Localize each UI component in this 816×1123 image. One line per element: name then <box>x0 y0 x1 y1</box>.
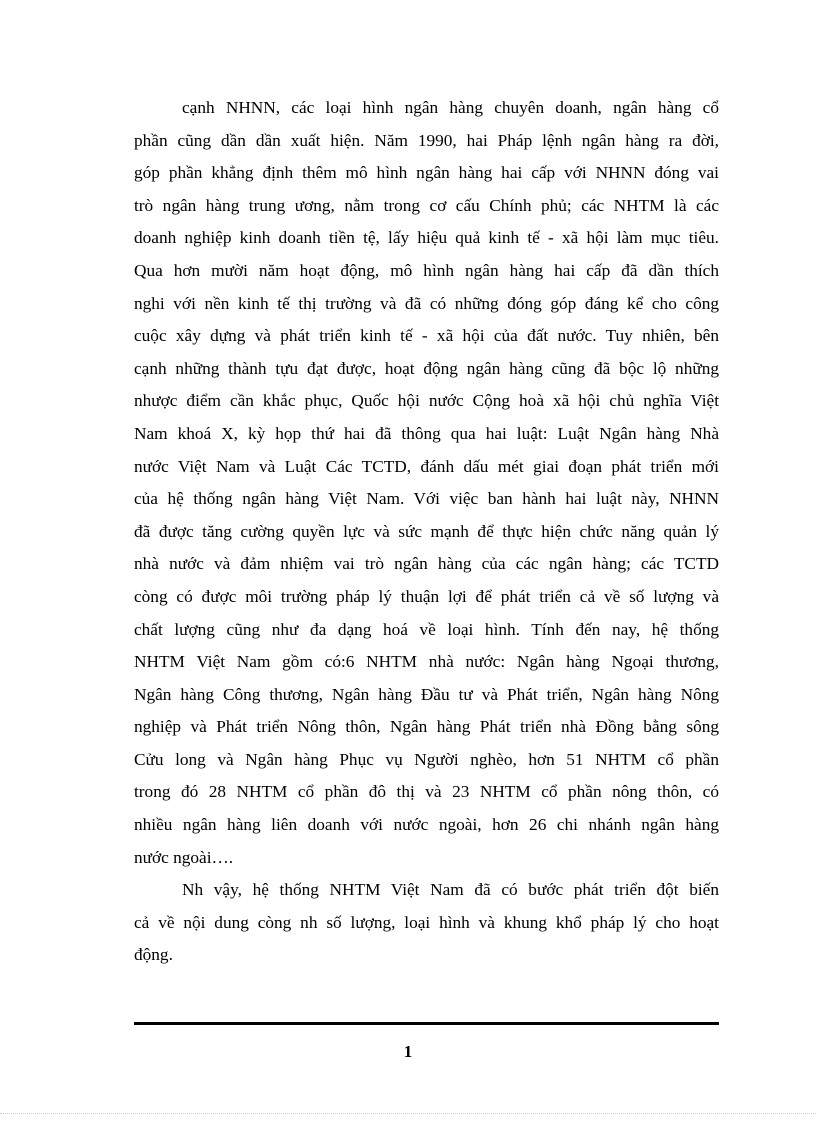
body-text <box>134 92 719 972</box>
paragraph-line: nhà nước và đảm nhiệm vai trò ngân hàng của các ngân hàng; các TCTD <box>134 554 719 574</box>
paragraph-line: cạnh những thành tựu đạt được, hoạt động ngân hàng cũng đã bộc lộ những <box>134 358 719 378</box>
paragraph-line: phần cũng dần dần xuất hiện. Năm 1990, hai Pháp lệnh ngân hàng ra đời, <box>134 130 719 150</box>
paragraph-line: cuộc xây dựng và phát triển kinh tế - xã hội của đất nước. Tuy nhiên, bên <box>134 326 719 346</box>
paragraph-line: động. <box>134 945 173 965</box>
paragraph-line: cạnh NHNN, các loại hình ngân hàng chuyên doanh, ngân hàng cổ <box>182 98 719 117</box>
paragraph-line: Cửu long và Ngân hàng Phục vụ Người nghèo, hơn 51 NHTM cổ phần <box>134 749 719 769</box>
paragraph-line: đã được tăng cường quyền lực và sức mạnh để thực hiện chức năng quản lý <box>134 521 719 541</box>
paragraph-line: chất lượng cũng như đa dạng hoá về loại hình. Tính đến nay, hệ thống <box>134 619 719 639</box>
paragraph-line: còng có được môi trường pháp lý thuận lợi để phát triển cả về số lượng và <box>134 586 719 606</box>
paragraph-line: Nh vậy, hệ thống NHTM Việt Nam đã có bước phát triển đột biến <box>182 880 719 900</box>
paragraph-line: trong đó 28 NHTM cổ phần đô thị và 23 NHTM cổ phần nông thôn, có <box>134 782 719 802</box>
paragraph-line: trò ngân hàng trung ương, nằm trong cơ cấu Chính phủ; các NHTM là các <box>134 195 719 215</box>
paragraph-line: NHTM Việt Nam gồm có:6 NHTM nhà nước: Ngân hàng Ngoại thương, <box>134 652 719 672</box>
paragraph-line: góp phần khẳng định thêm mô hình ngân hàng hai cấp với NHNN đóng vai <box>134 163 719 183</box>
paragraph-line: cả về nội dung còng nh số lượng, loại hình và khung khổ pháp lý cho hoạt <box>134 912 719 932</box>
paragraph-line: nghi với nền kinh tế thị trường và đã có những đóng góp đáng kể cho công <box>134 293 719 313</box>
paragraph-line: doanh nghiệp kinh doanh tiền tệ, lấy hiệu quả kinh tế - xã hội làm mục tiêu. <box>134 228 719 248</box>
paragraph-line: nhiều ngân hàng liên doanh với nước ngoài, hơn 26 chi nhánh ngân hàng <box>134 815 719 835</box>
paragraph-line: nước ngoài…. <box>134 847 234 867</box>
page-number: 1 <box>403 1042 413 1061</box>
paragraph-line: nước Việt Nam và Luật Các TCTD, đánh dấu mét giai đoạn phát triển mới <box>134 456 719 476</box>
footer-divider <box>134 1022 719 1025</box>
page-bottom-border <box>0 1113 816 1114</box>
paragraph-line: nhược điểm cần khắc phục, Quốc hội nước Cộng hoà xã hội chủ nghĩa Việt <box>134 391 719 411</box>
paragraph-line: Ngân hàng Công thương, Ngân hàng Đầu tư và Phát triển, Ngân hàng Nông <box>134 684 719 704</box>
paragraph-line: Nam khoá X, kỳ họp thứ hai đã thông qua hai luật: Luật Ngân hàng Nhà <box>134 423 719 443</box>
paragraph-line: nghiệp và Phát triển Nông thôn, Ngân hàng Phát triển nhà Đồng bằng sông <box>134 717 719 737</box>
paragraph-line: của hệ thống ngân hàng Việt Nam. Với việc ban hành hai luật này, NHNN <box>134 489 719 509</box>
paragraph-line: Qua hơn mười năm hoạt động, mô hình ngân hàng hai cấp đã dần thích <box>134 260 719 280</box>
